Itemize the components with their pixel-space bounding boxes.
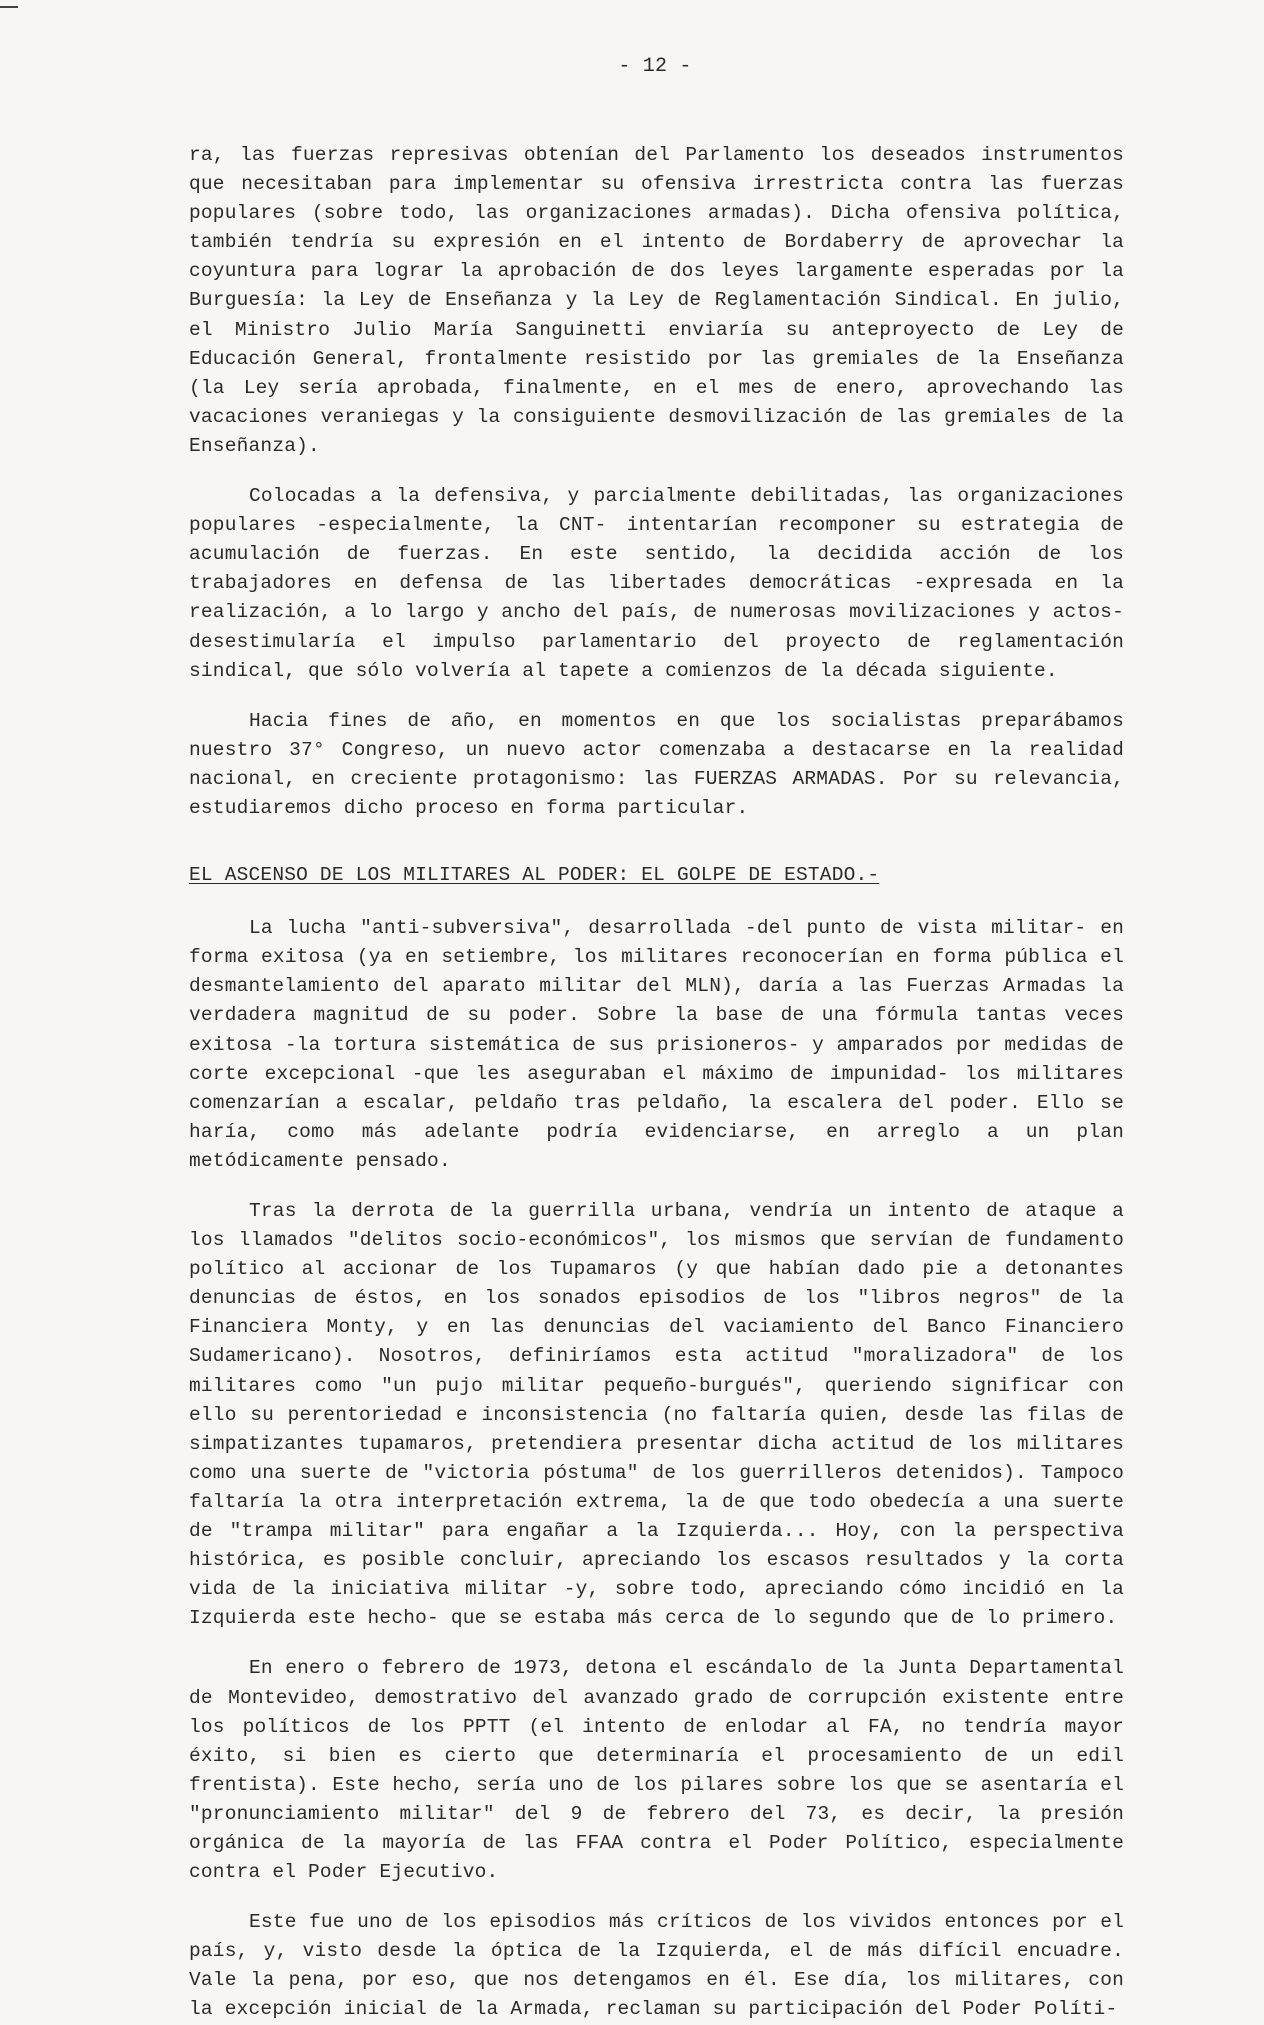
paragraph-3: Hacia fines de año, en momentos en que los socialistas preparábamos nuestro 37° Congreso, un nuevo actor comenzaba a destacarse en la realidad nacional, en creciente protagonismo: las FUERZAS ARMADAS. Por su relevancia, estudiaremos dicho proceso en forma particular. bbox=[189, 709, 1124, 819]
paragraph-5: Tras la derrota de la guerrilla urbana, vendría un intento de ataque a los llamados "delitos socio-económicos", los mismos que servían de fundamento político al accionar de los Tupamaros (y que habían dado pie a detonantes denuncias de éstos, en los sonados episodios de los "libros negros" de la Financiera Monty, y en las denuncias del vaciamiento del Banco Financiero Sudamericano). Nosotros, definiríamos esta actitud "moralizadora" de los militares como "un pujo militar pequeño-burgués", queriendo significar con ello su perentoriedad e inconsistencia (no faltaría quien, desde las filas de simpatizantes tupamaros, pretendiera presentar dicha actitud de los militares como una suerte de "victoria póstuma" de los guerrilleros detenidos). Tampoco faltaría la otra interpretación extrema, la de que todo obedecía a una suerte de "trampa militar" para engañar a la Izquierda... Hoy, con la perspectiva histórica, es posible concluir, apreciando los escasos resultados y la corta vida de la iniciativa militar -y, sobre todo, apreciando cómo incidió en la Izquierda este hecho- que se estaba más cerca de lo segundo que de lo primero. bbox=[189, 1200, 1124, 1630]
page-number: - 12 - bbox=[618, 55, 692, 78]
scan-mark bbox=[0, 6, 18, 8]
section-heading: EL ASCENSO DE LOS MILITARES AL PODER: EL GOLPE DE ESTADO.- bbox=[189, 864, 880, 887]
paragraph-2: Colocadas a la defensiva, y parcialmente debilitadas, las organizaciones populares -especialmente, la CNT- intentarían recomponer su estrategia de acumulación de fuerzas. En este sentido, la decidida acción de los trabajadores en defensa de las libertades democráticas -expresada en la realización, a lo largo y ancho del país, de numerosas movilizaciones y actos- desestimularía el impulso parlamentario del proyecto de reglamentación sindical, que sólo volvería al tapete a comienzos de la década siguiente. bbox=[189, 485, 1124, 682]
paragraph-7: Este fue uno de los episodios más críticos de los vividos entonces por el país, y, visto desde la óptica de la Izquierda, el de más difícil encuadre. Vale la pena, por eso, que nos detengamos en él. Ese día, los militares, con la excepción inicial de la Armada, reclaman su participación del Poder Políti- bbox=[189, 1911, 1124, 2021]
page-content bbox=[189, 141, 1124, 2025]
paragraph-4: La lucha "anti-subversiva", desarrollada -del punto de vista militar- en forma exitosa (ya en setiembre, los militares reconocerían en forma pública el desmantelamiento del aparato militar del MLN), daría a las Fuerzas Armadas la verdadera magnitud de su poder. Sobre la base de una fórmula tantas veces exitosa -la tortura sistemática de sus prisioneros- y amparados por medidas de corte excepcional -que les aseguraban el máximo de impunidad- los militares comenzarían a escalar, peldaño tras peldaño, la escalera del poder. Ello se haría, como más adelante podría evidenciarse, en arreglo a un plan metódicamente pensado. bbox=[189, 917, 1124, 1172]
paragraph-6: En enero o febrero de 1973, detona el escándalo de la Junta Departamental de Montevideo, demostrativo del avanzado grado de corrupción existente entre los políticos de los PPTT (el intento de enlodar al FA, no tendría mayor éxito, si bien es cierto que determinaría el procesamiento de un edil frentista). Este hecho, sería uno de los pilares sobre los que se asentaría el "pronunciamiento militar" del 9 de febrero del 73, es decir, la presión orgánica de la mayoría de las FFAA contra el Poder Político, especialmente contra el Poder Ejecutivo. bbox=[189, 1657, 1124, 1884]
paragraph-1: ra, las fuerzas represivas obtenían del Parlamento los deseados instrumentos que necesitaban para implementar su ofensiva irrestricta contra las fuerzas populares (sobre todo, las organizaciones armadas). Dicha ofensiva política, también tendría su expresión en el intento de Bordaberry de aprovechar la coyuntura para lograr la aprobación de dos leyes largamente esperadas por la Burguesía: la Ley de Enseñanza y la Ley de Reglamentación Sindical. En julio, el Ministro Julio María Sanguinetti enviaría su anteproyecto de Ley de Educación General, frontalmente resistido por las gremiales de la Enseñanza (la Ley sería aprobada, finalmente, en el mes de enero, aprovechando las vacaciones veraniegas y la consiguiente desmovilización de las gremiales de la Enseñanza). bbox=[189, 144, 1124, 457]
